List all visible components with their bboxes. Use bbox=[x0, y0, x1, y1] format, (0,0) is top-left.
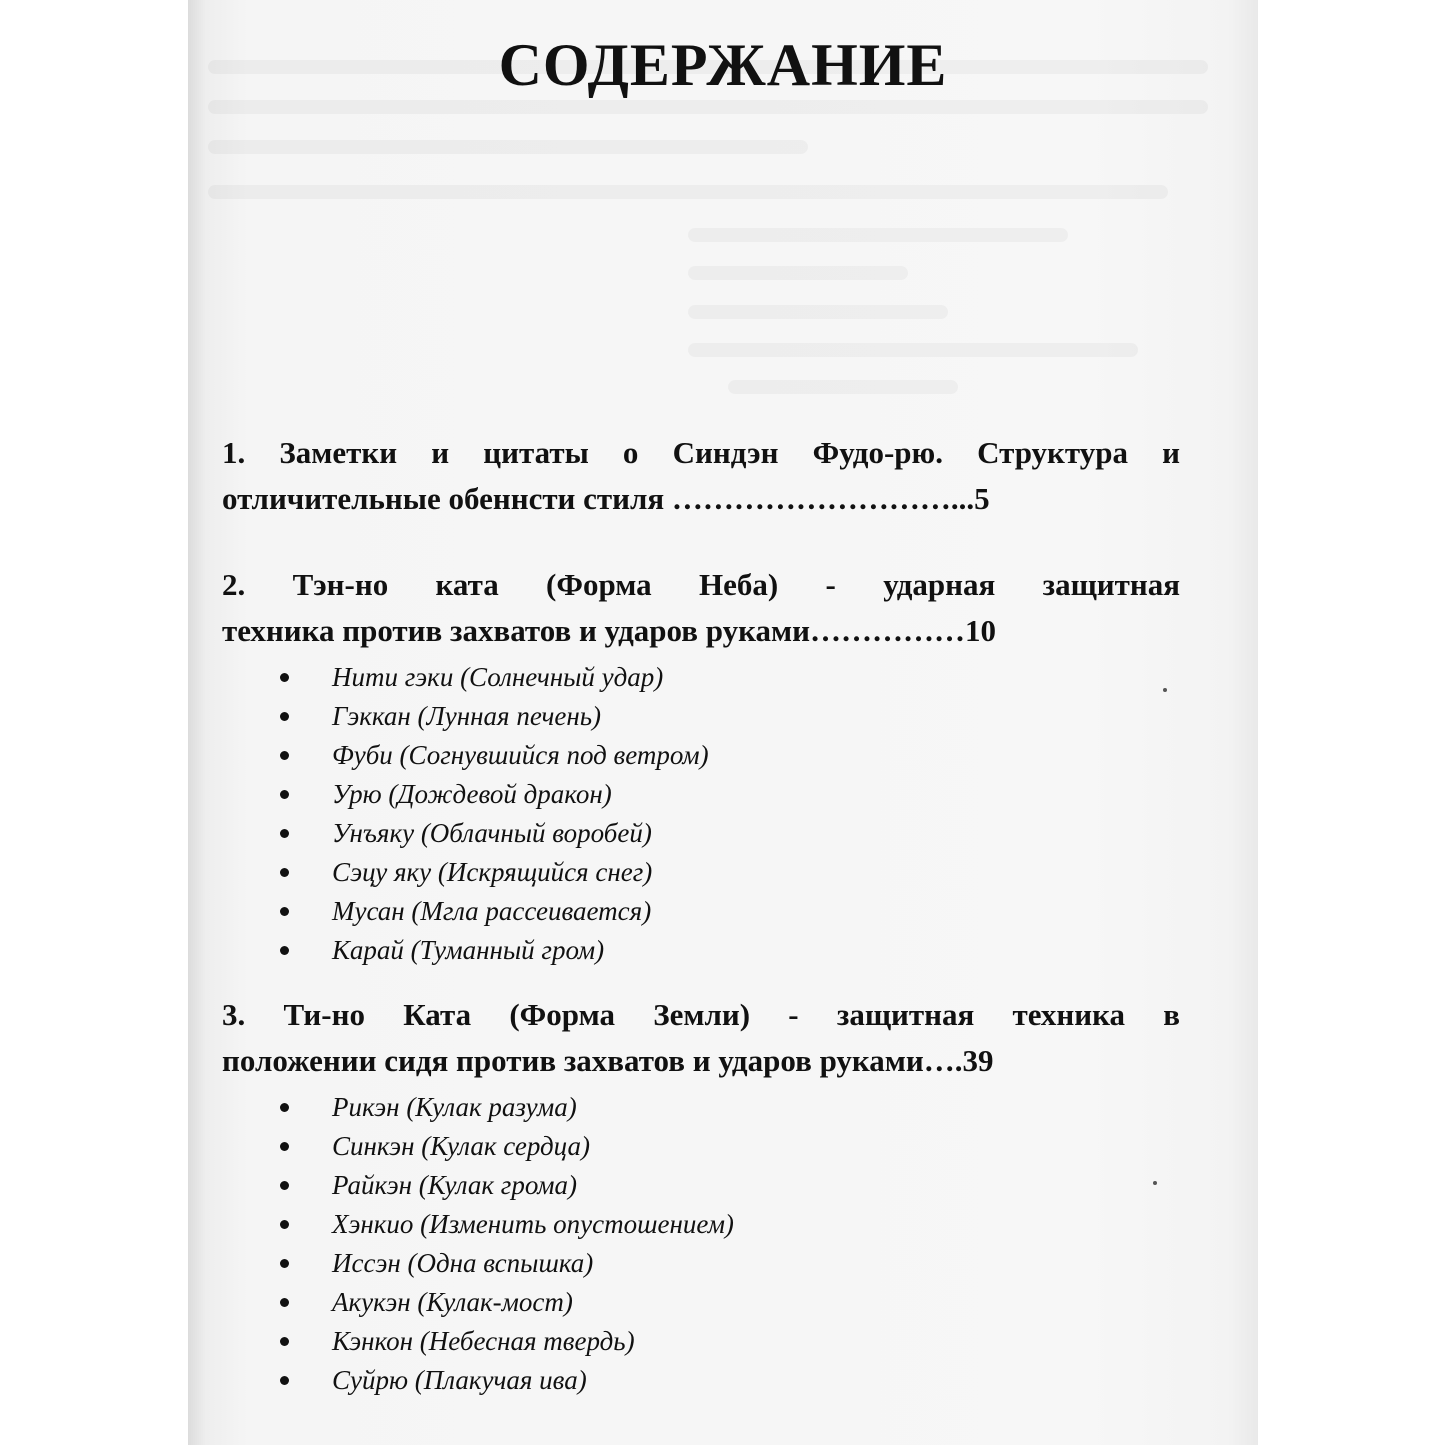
subsection-label: Синкэн (Кулак сердца) bbox=[332, 1131, 590, 1161]
bullet-icon bbox=[280, 829, 289, 838]
bleed-through-shadow bbox=[688, 266, 908, 280]
subsection-item bbox=[222, 697, 1180, 736]
bleed-through-shadow bbox=[688, 228, 1068, 242]
heading-line: 3. Ти-но Ката (Форма Земли) - защитная техника в bbox=[222, 997, 1180, 1032]
bullet-icon bbox=[280, 1259, 289, 1268]
subsection-item bbox=[222, 1361, 1180, 1400]
bullet-icon bbox=[280, 1181, 289, 1190]
bullet-icon bbox=[280, 712, 289, 721]
bullet-icon bbox=[280, 1337, 289, 1346]
subsection-item bbox=[222, 1244, 1180, 1283]
subsection-label: Райкэн (Кулак грома) bbox=[332, 1170, 578, 1200]
bleed-through-shadow bbox=[208, 100, 1208, 114]
toc-entry-heading bbox=[222, 430, 1180, 522]
subsection-item bbox=[222, 892, 1180, 931]
subsection-label: Карай (Туманный гром) bbox=[332, 935, 605, 965]
bullet-icon bbox=[280, 868, 289, 877]
subsection-item bbox=[222, 775, 1180, 814]
subsection-label: Унъяку (Облачный воробей) bbox=[332, 818, 652, 848]
subsection-label: Суйрю (Плакучая ива) bbox=[332, 1365, 587, 1395]
heading-line-with-page: положении сидя против захватов и ударов руками….39 bbox=[222, 1043, 994, 1078]
bullet-icon bbox=[280, 1376, 289, 1385]
subsection-item bbox=[222, 736, 1180, 775]
bleed-through-shadow bbox=[688, 305, 948, 319]
heading-line: 1. Заметки и цитаты о Синдэн Фудо-рю. Структура и bbox=[222, 435, 1180, 470]
subsection-item bbox=[222, 1283, 1180, 1322]
page-title: СОДЕРЖАНИЕ bbox=[498, 32, 948, 98]
bullet-icon bbox=[280, 907, 289, 916]
bullet-icon bbox=[280, 1298, 289, 1307]
subsection-label: Нити гэки (Солнечный удар) bbox=[332, 662, 664, 692]
subsection-label: Урю (Дождевой дракон) bbox=[332, 779, 612, 809]
subsection-label: Мусан (Мгла рассеивается) bbox=[332, 896, 652, 926]
heading-line-with-page: техника против захватов и ударов руками……………10 bbox=[222, 613, 996, 648]
subsection-label: Иссэн (Одна вспышка) bbox=[332, 1248, 594, 1278]
bleed-through-shadow bbox=[728, 380, 958, 394]
toc-entry-3 bbox=[222, 992, 1180, 1400]
subsection-item bbox=[222, 1088, 1180, 1127]
subsection-item bbox=[222, 814, 1180, 853]
toc-entry-1 bbox=[222, 430, 1180, 522]
subsection-list bbox=[222, 658, 1180, 970]
bleed-through-shadow bbox=[688, 343, 1138, 357]
subsection-list bbox=[222, 1088, 1180, 1400]
subsection-item bbox=[222, 1322, 1180, 1361]
subsection-item bbox=[222, 931, 1180, 970]
subsection-label: Фуби (Согнувшийся под ветром) bbox=[332, 740, 709, 770]
subsection-label: Кэнкон (Небесная твердь) bbox=[332, 1326, 635, 1356]
bullet-icon bbox=[280, 1103, 289, 1112]
subsection-label: Акукэн (Кулак-мост) bbox=[332, 1287, 573, 1317]
subsection-label: Гэккан (Лунная печень) bbox=[332, 701, 602, 731]
bullet-icon bbox=[280, 790, 289, 799]
subsection-item bbox=[222, 1205, 1180, 1244]
bullet-icon bbox=[280, 1220, 289, 1229]
subsection-item bbox=[222, 658, 1180, 697]
scanned-page bbox=[188, 0, 1258, 1445]
bullet-icon bbox=[280, 1142, 289, 1151]
toc-entry-heading bbox=[222, 992, 1180, 1084]
bleed-through-shadow bbox=[208, 185, 1168, 199]
toc-entry-heading bbox=[222, 562, 1180, 654]
bullet-icon bbox=[280, 751, 289, 760]
subsection-item bbox=[222, 1166, 1180, 1205]
heading-line: 2. Тэн-но ката (Форма Неба) - ударная защитная bbox=[222, 567, 1180, 602]
heading-line-with-page: отличительные обеннсти стиля ………………………...5 bbox=[222, 481, 990, 516]
bullet-icon bbox=[280, 946, 289, 955]
toc-entry-2 bbox=[222, 562, 1180, 970]
bullet-icon bbox=[280, 673, 289, 682]
subsection-item bbox=[222, 1127, 1180, 1166]
subsection-label: Сэцу яку (Искрящийся снег) bbox=[332, 857, 653, 887]
subsection-label: Хэнкио (Изменить опустошением) bbox=[332, 1209, 734, 1239]
subsection-item bbox=[222, 853, 1180, 892]
subsection-label: Рикэн (Кулак разума) bbox=[332, 1092, 577, 1122]
bleed-through-shadow bbox=[208, 140, 808, 154]
